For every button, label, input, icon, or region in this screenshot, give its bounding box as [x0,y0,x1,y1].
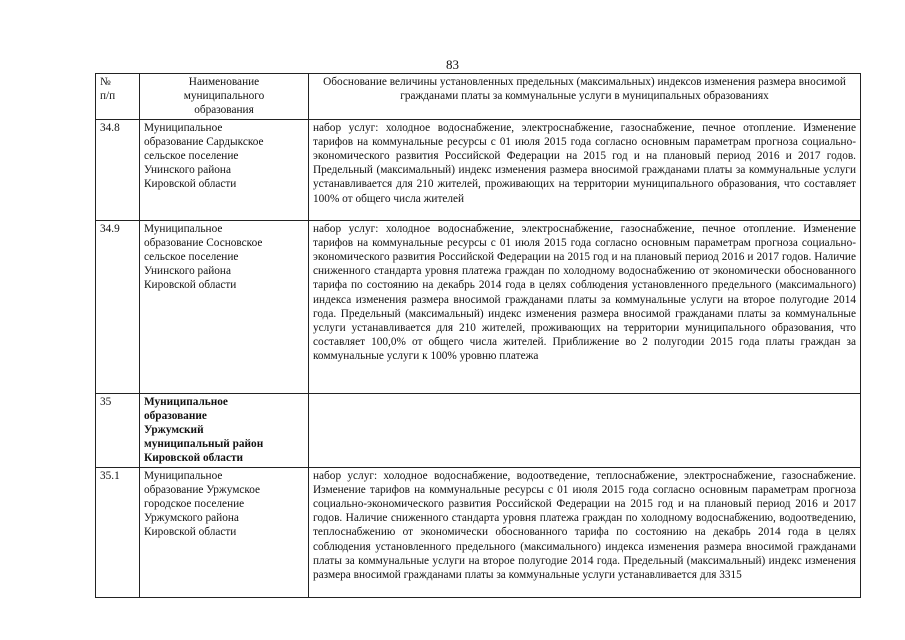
table-row [96,393,861,467]
row-municipality-name: Муниципальное образование Сосновское сельское поселение Унинского района Кировской области [140,220,309,393]
page-number: 83 [446,57,459,72]
row-num: 34.8 [96,119,140,220]
row-basis-text: набор услуг: холодное водоснабжение, водоотведение, теплоснабжение, электроснабжение, газоснабжение. Изменение тарифов на коммунальные ресурсы с 01 июля 2015 года согласно основным параметрам прогноза социально-экономического развития Российской Федерации на 2015 год и на плановый период 2016 и 2017 годов. Наличие сниженного стандарта уровня платежа граждан по холодному водоснабжению, водоотведению, теплоснабжению от экономически обоснованного тарифа по состоянию на декабрь 2014 года в целях соблюдения установленного предельного (максимального) индекса изменения размера вносимой гражданами платы за коммунальные услуги на второе полугодие 2014 года. Предельный (максимальный) индекс изменения размера вносимой гражданами платы за коммунальные услуги устанавливается для 3315 [309,467,861,597]
header-name: Наименование муниципального образования [140,74,309,120]
row-num: 35 [96,393,140,467]
row-municipality-name: Муниципальное образование Сардыкское сельское поселение Унинского района Кировской области [140,119,309,220]
header-num: № п/п [96,74,140,120]
header-basis: Обоснование величины установленных предельных (максимальных) индексов изменения размера вносимой гражданами платы за коммунальные услуги в муниципальных образованиях [309,74,861,120]
table-header-row [96,74,861,120]
row-num: 34.9 [96,220,140,393]
row-basis-text: набор услуг: холодное водоснабжение, электроснабжение, газоснабжение, печное отопление. Изменение тарифов на коммунальные ресурсы с 01 июля 2015 года согласно основным параметрам прогноза социально-экономического развития Российской Федерации на 2015 год и на плановый период 2016 и 2017 годов. Предельный (максимальный) индекс изменения размера вносимой гражданами платы за коммунальные услуги устанавливается для 210 жителей, проживающих на территории муниципального образования, что составляет 100% от общего числа жителей [309,119,861,220]
table-row [96,467,861,597]
row-basis-text: набор услуг: холодное водоснабжение, электроснабжение, газоснабжение, печное отопление. Изменение тарифов на коммунальные ресурсы с 01 июля 2015 года согласно основным параметрам прогноза социально-экономического развития Российской Федерации на 2015 год и на плановый период 2016 и 2017 годов. Наличие сниженного стандарта уровня платежа граждан по холодному водоснабжению от экономически обоснованного тарифа по состоянию на декабрь 2014 года в целях соблюдения установленного предельного (максимального) индекса изменения размера вносимой гражданами платы за коммунальные услуги на второе полугодие 2014 года. Предельный (максимальный) индекс изменения размера вносимой гражданами платы за коммунальные услуги устанавливается для 210 жителей, проживающих на территории муниципального образования, что составляет 100,0% от общего числа жителей. Приближение во 2 полугодии 2015 года платы граждан за коммунальные услуги к 100% уровню платежа [309,220,861,393]
tariff-table [95,73,861,598]
table-row [96,220,861,393]
row-basis-text [309,393,861,467]
row-num: 35.1 [96,467,140,597]
row-municipality-name: Муниципальное образование Уржумский муниципальный район Кировской области [140,393,309,467]
table-row [96,119,861,220]
row-municipality-name: Муниципальное образование Уржумское городское поселение Уржумского района Кировской области [140,467,309,597]
